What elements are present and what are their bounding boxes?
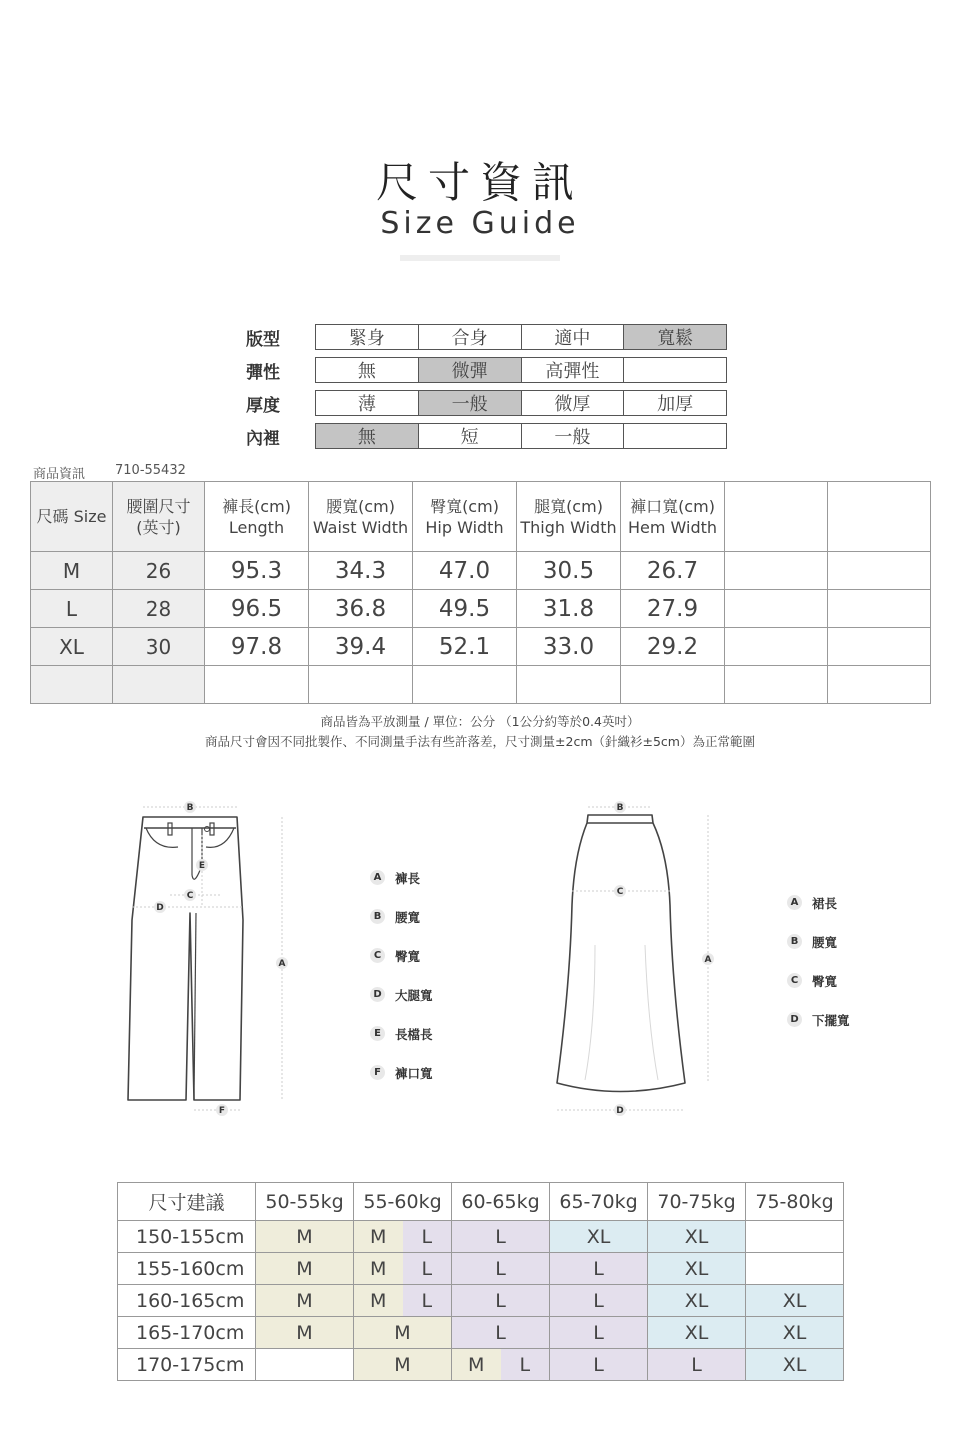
- marker-c: C: [186, 891, 194, 901]
- hip-width-cell: 47.0: [413, 552, 517, 590]
- attr-label-thickness: 厚度: [246, 396, 280, 416]
- attr-option: 一般: [522, 424, 625, 448]
- weight-header: 55-60kg: [354, 1183, 452, 1221]
- empty-cell: [725, 666, 828, 704]
- legend-label: 長檔長: [395, 1026, 433, 1042]
- rec-cell: M L: [354, 1221, 452, 1253]
- empty-cell: [725, 590, 828, 628]
- rec-cell: XL: [550, 1221, 648, 1253]
- attr-option: 適中: [522, 325, 625, 349]
- size-cell: [31, 666, 113, 704]
- attr-row-thickness: [315, 390, 727, 416]
- header-cell: 褲口寬(cm) Hem Width: [621, 482, 725, 552]
- legend-label: 裙長: [812, 895, 838, 911]
- rec-cell: [746, 1221, 844, 1253]
- legend-marker: B: [370, 909, 385, 924]
- hem-width-cell: 29.2: [621, 628, 725, 666]
- legend-item: [787, 961, 850, 1000]
- waist-inch-cell: 30: [113, 628, 205, 666]
- legend-label: 褲長: [395, 870, 421, 886]
- size-table-header: [31, 482, 931, 552]
- rec-cell: XL: [746, 1285, 844, 1317]
- measurement-note: 商品皆為平放測量 / 單位：公分 （1公分約等於0.4英吋）: [320, 714, 640, 729]
- waist-inch-cell: [113, 666, 205, 704]
- legend-marker: A: [370, 870, 385, 885]
- hem-width-cell: 27.9: [621, 590, 725, 628]
- length-cell: 96.5: [205, 590, 309, 628]
- empty-cell: [725, 552, 828, 590]
- legend-item: [370, 897, 433, 936]
- rec-cell: L: [452, 1317, 550, 1349]
- rec-cell: M: [256, 1317, 354, 1349]
- legend-marker: C: [787, 973, 802, 988]
- size-cell: M: [31, 552, 113, 590]
- rec-cell: L: [452, 1253, 550, 1285]
- marker-e: E: [198, 861, 206, 871]
- legend-marker: D: [370, 987, 385, 1002]
- hem-width-cell: 26.7: [621, 552, 725, 590]
- attr-option: [624, 424, 726, 448]
- legend-marker: B: [787, 934, 802, 949]
- table-row: [31, 552, 931, 590]
- legend-label: 腰寬: [812, 934, 838, 950]
- legend-marker: E: [370, 1026, 385, 1041]
- attr-row-lining: [315, 423, 727, 449]
- rec-cell: L: [452, 1221, 550, 1253]
- rec-cell: M: [256, 1253, 354, 1285]
- waist-width-cell: 36.8: [309, 590, 413, 628]
- attr-option: 寬鬆: [624, 325, 726, 349]
- attr-option: 合身: [419, 325, 522, 349]
- attr-option: 緊身: [316, 325, 419, 349]
- rec-cell: M L: [452, 1349, 550, 1381]
- attr-option: 短: [419, 424, 522, 448]
- rec-cell: M L: [354, 1285, 452, 1317]
- empty-cell: [828, 628, 931, 666]
- rec-cell: L: [550, 1317, 648, 1349]
- legend-item: [370, 1053, 433, 1092]
- pants-legend: [370, 858, 433, 1092]
- attr-option: 微彈: [419, 358, 522, 382]
- waist-width-cell: 39.4: [309, 628, 413, 666]
- weight-header: 65-70kg: [550, 1183, 648, 1221]
- page-title: 尺寸資訊: [375, 158, 584, 207]
- weight-header: 75-80kg: [746, 1183, 844, 1221]
- rec-cell: M: [354, 1317, 452, 1349]
- rec-cell: XL: [648, 1317, 746, 1349]
- table-row: [118, 1221, 844, 1253]
- waist-inch-cell: 26: [113, 552, 205, 590]
- thigh-width-cell: 31.8: [517, 590, 621, 628]
- rec-cell: M: [354, 1349, 452, 1381]
- table-row: [118, 1317, 844, 1349]
- attr-option: 微厚: [522, 391, 625, 415]
- empty-cell: [828, 590, 931, 628]
- legend-label: 大腿寬: [395, 987, 433, 1003]
- weight-header: 60-65kg: [452, 1183, 550, 1221]
- hip-width-cell: 52.1: [413, 628, 517, 666]
- page-subtitle: Size Guide: [380, 206, 580, 241]
- skirt-legend: [787, 883, 850, 1039]
- legend-item: [370, 858, 433, 897]
- legend-label: 臀寬: [395, 948, 421, 964]
- legend-label: 下擺寬: [812, 1012, 850, 1028]
- weight-header: 70-75kg: [648, 1183, 746, 1221]
- marker-c: C: [616, 887, 624, 897]
- skirt-diagram: [540, 795, 730, 1125]
- marker-f: F: [218, 1106, 226, 1116]
- product-code: 710-55432: [115, 463, 186, 478]
- height-cell: 150-155cm: [118, 1221, 256, 1253]
- attr-option: 加厚: [657, 394, 694, 415]
- legend-label: 臀寬: [812, 973, 838, 989]
- header-cell: 臀寬(cm) Hip Width: [413, 482, 517, 552]
- rec-cell: [746, 1253, 844, 1285]
- attr-option: [624, 358, 726, 382]
- attr-row-elasticity: [315, 357, 727, 383]
- legend-marker: D: [787, 1012, 802, 1027]
- empty-cell: [828, 552, 931, 590]
- header-cell: [725, 482, 828, 552]
- header-cell: 腰寬(cm) Waist Width: [309, 482, 413, 552]
- rec-cell: M: [256, 1285, 354, 1317]
- marker-a: A: [704, 955, 712, 965]
- attr-label-fit: 版型: [246, 330, 280, 350]
- size-cell: L: [31, 590, 113, 628]
- table-row: [31, 590, 931, 628]
- empty-cell: [725, 628, 828, 666]
- legend-item: [370, 1014, 433, 1053]
- table-row: [118, 1285, 844, 1317]
- rec-cell: XL: [648, 1221, 746, 1253]
- legend-marker: F: [370, 1065, 385, 1080]
- size-recommendation-table: [117, 1182, 844, 1381]
- height-cell: 165-170cm: [118, 1317, 256, 1349]
- attr-option: 無: [316, 358, 419, 382]
- rec-cell: XL: [648, 1253, 746, 1285]
- thigh-width-cell: 33.0: [517, 628, 621, 666]
- rec-cell: XL: [746, 1317, 844, 1349]
- legend-item: [787, 883, 850, 922]
- waist-inch-cell: 28: [113, 590, 205, 628]
- header-cell: 褲長(cm) Length: [205, 482, 309, 552]
- empty-cell: [828, 666, 931, 704]
- rec-cell: M L: [354, 1253, 452, 1285]
- rec-cell: L: [648, 1349, 746, 1381]
- thigh-width-cell: 30.5: [517, 552, 621, 590]
- attr-label-elasticity: 彈性: [246, 363, 280, 383]
- legend-item: [370, 936, 433, 975]
- header-cell: 腰圍尺寸 (英寸): [113, 482, 205, 552]
- attr-option: 薄: [316, 391, 419, 415]
- rec-cell: M: [256, 1221, 354, 1253]
- header-cell: [828, 482, 931, 552]
- legend-item: [370, 975, 433, 1014]
- table-row: [118, 1349, 844, 1381]
- attr-option: 一般: [419, 391, 522, 415]
- rec-cell: XL: [746, 1349, 844, 1381]
- length-cell: 97.8: [205, 628, 309, 666]
- rec-header-row: [118, 1183, 844, 1221]
- marker-b: B: [186, 803, 194, 813]
- empty-cell: [205, 666, 309, 704]
- size-cell: XL: [31, 628, 113, 666]
- rec-cell: [256, 1349, 354, 1381]
- header-cell: 腿寬(cm) Thigh Width: [517, 482, 621, 552]
- rec-cell: XL: [648, 1285, 746, 1317]
- height-cell: 155-160cm: [118, 1253, 256, 1285]
- rec-cell: L: [452, 1285, 550, 1317]
- weight-header: 50-55kg: [256, 1183, 354, 1221]
- length-cell: 95.3: [205, 552, 309, 590]
- product-info-label: 商品資訊: [33, 467, 86, 482]
- attr-option: 無: [316, 424, 419, 448]
- attr-label-lining: 內裡: [246, 429, 280, 449]
- title-underline: [400, 255, 560, 261]
- table-row: [31, 628, 931, 666]
- marker-b: B: [616, 803, 624, 813]
- empty-cell: [309, 666, 413, 704]
- height-cell: 170-175cm: [118, 1349, 256, 1381]
- legend-label: 腰寬: [395, 909, 421, 925]
- table-row: [31, 666, 931, 704]
- pants-diagram: [110, 795, 310, 1125]
- empty-cell: [413, 666, 517, 704]
- table-row: [118, 1253, 844, 1285]
- legend-label: 褲口寬: [395, 1065, 433, 1081]
- attr-option: 高彈性: [522, 358, 625, 382]
- marker-a: A: [278, 959, 286, 969]
- marker-d: D: [616, 1106, 624, 1116]
- rec-cell: L: [550, 1349, 648, 1381]
- empty-cell: [517, 666, 621, 704]
- height-cell: 160-165cm: [118, 1285, 256, 1317]
- tolerance-note: 商品尺寸會因不同批製作、不同測量手法有些許落差，尺寸測量±2cm（針織衫±5cm）為正常範圍: [205, 734, 755, 749]
- empty-cell: [621, 666, 725, 704]
- hip-width-cell: 49.5: [413, 590, 517, 628]
- legend-marker: A: [787, 895, 802, 910]
- attr-row-fit: [315, 324, 727, 350]
- rec-cell: L: [550, 1285, 648, 1317]
- waist-width-cell: 34.3: [309, 552, 413, 590]
- legend-marker: C: [370, 948, 385, 963]
- marker-d: D: [156, 903, 164, 913]
- legend-item: [787, 922, 850, 961]
- rec-cell: L: [550, 1253, 648, 1285]
- legend-item: [787, 1000, 850, 1039]
- rec-corner-cell: 尺寸建議: [118, 1183, 256, 1221]
- size-table: [30, 481, 931, 704]
- header-cell: 尺碼 Size: [31, 482, 113, 552]
